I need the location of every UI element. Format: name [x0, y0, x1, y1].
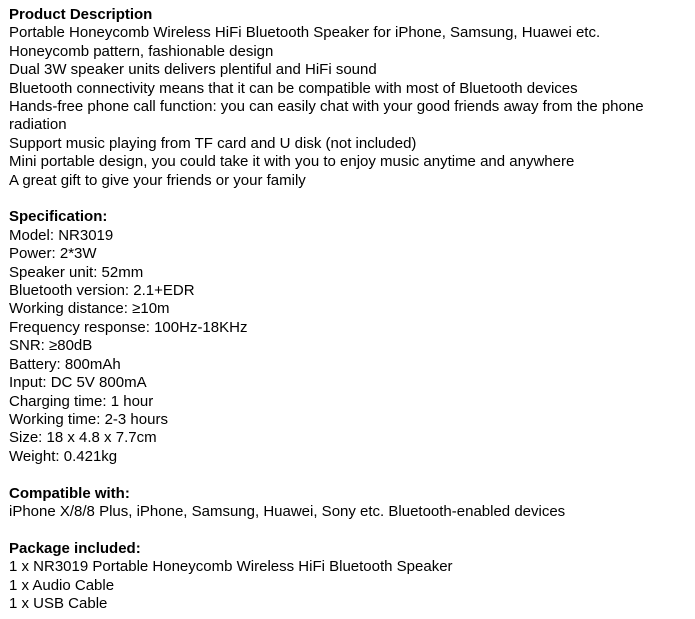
description-line: A great gift to give your friends or your family	[9, 171, 306, 189]
spec-power: Power: 2*3W	[9, 245, 97, 263]
product-description-heading: Product Description	[9, 6, 153, 23]
specification-heading: Specification:	[9, 208, 108, 226]
package-item: 1 x USB Cable	[9, 594, 108, 612]
description-line: Dual 3W speaker units delivers plentiful and HiFi sound	[9, 61, 377, 79]
spec-speaker-unit: Speaker unit: 52mm	[9, 263, 144, 281]
spec-charging-time: Charging time: 1 hour	[9, 392, 154, 410]
description-line: Support music playing from TF card and U disk (not included)	[9, 134, 417, 152]
compatible-heading: Compatible with:	[9, 484, 130, 502]
description-line: Hands-free phone call function: you can easily chat with your good friends away from the phone	[9, 98, 644, 116]
spec-battery: Battery: 800mAh	[9, 355, 121, 373]
specification-section	[9, 208, 689, 466]
spec-input: Input: DC 5V 800mA	[9, 374, 147, 392]
spec-weight: Weight: 0.421kg	[9, 447, 118, 465]
description-line: radiation	[9, 116, 67, 134]
package-item: 1 x Audio Cable	[9, 576, 115, 594]
description-line: Honeycomb pattern, fashionable design	[9, 42, 274, 60]
product-description-section	[9, 6, 689, 190]
compatible-section	[9, 485, 689, 522]
description-line: Portable Honeycomb Wireless HiFi Bluetooth Speaker for iPhone, Samsung, Huawei etc.	[9, 24, 601, 42]
package-section	[9, 540, 689, 614]
package-item: 1 x NR3019 Portable Honeycomb Wireless HiFi Bluetooth Speaker	[9, 558, 453, 576]
description-line: Mini portable design, you could take it with you to enjoy music anytime and anywhere	[9, 153, 575, 171]
spec-model: Model: NR3019	[9, 226, 114, 244]
spec-frequency-response: Frequency response: 100Hz-18KHz	[9, 318, 248, 336]
spec-size: Size: 18 x 4.8 x 7.7cm	[9, 429, 157, 447]
product-listing-document	[9, 6, 689, 613]
spec-working-distance: Working distance: ≥10m	[9, 300, 170, 318]
compatible-devices: iPhone X/8/8 Plus, iPhone, Samsung, Huawei, Sony etc. Bluetooth-enabled devices	[9, 502, 566, 520]
description-line: Bluetooth connectivity means that it can be compatible with most of Bluetooth devices	[9, 79, 578, 97]
spec-snr: SNR: ≥80dB	[9, 337, 93, 355]
spec-working-time: Working time: 2-3 hours	[9, 410, 168, 428]
spec-bluetooth-version: Bluetooth version: 2.1+EDR	[9, 282, 195, 300]
package-heading: Package included:	[9, 539, 141, 557]
